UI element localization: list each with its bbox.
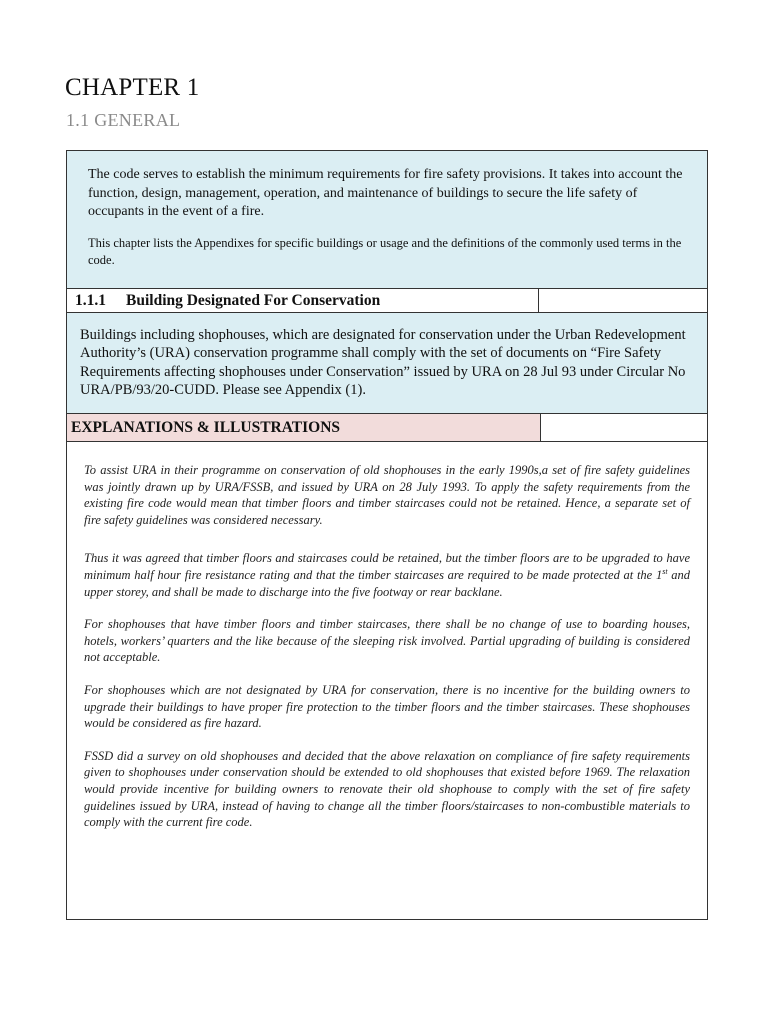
explanation-paragraph: FSSD did a survey on old shophouses and decided that the above relaxation on compliance of fire safety requirements given to shophouses under conservation should be extended to old shophouses that existed before 1969. The relaxation would provide incentive for building owners to renovate their old shophouse to comply with the set of fire safety guidelines issued by URA, instead of having to change all the timber floors/staircases to non-combustible materials to comply with the current fire code. <box>84 748 690 830</box>
section-title: 1.1 GENERAL <box>66 110 181 130</box>
explanation-paragraph: To assist URA in their programme on conservation of old shophouses in the early 1990s,a set of fire safety guidelines was jointly drawn up by URA/FSSB, and issued by URA on 28 July 1993. To apply the safety requirements from the existing fire code would mean that timber floors and timber staircases could not be retained. Hence, a separate set of fire safety guidelines was considered necessary. <box>84 463 690 527</box>
subsection-heading <box>67 289 539 312</box>
content-frame <box>66 150 708 920</box>
chapter-title: CHAPTER 1 <box>65 74 200 101</box>
intro-box <box>67 151 707 289</box>
subsection-number: 1.1.1 <box>75 292 106 309</box>
explanation-text: Thus it was agreed that timber floors and staircases could be retained, but the timber floors are to be upgraded to have minimum half hour fire resistance rating and that the timber staircases are required to be made protected at the 1 <box>84 551 690 582</box>
superscript-st: st <box>662 566 668 576</box>
subsection-title: Building Designated For Conservation <box>126 292 381 309</box>
explanation-paragraph <box>84 550 690 600</box>
subsection-body: Buildings including shophouses, which are designated for conservation under the Urban Redevelopment Authority’s (URA) conservation programme shall comply with the set of documents on “Fire Safety Requirements affecting shophouses under Conservation” issued by URA on 28 Jul 93 under Circular No URA/PB/93/20-CUDD. Please see Appendix (1). <box>67 313 707 414</box>
explanations-header-row <box>67 414 707 442</box>
explanation-paragraph: For shophouses which are not designated by URA for conservation, there is no incentive for the building owners to upgrade their buildings to have proper fire protection to the timber floors and the timber staircases. These shophouses would be considered as fire hazard. <box>84 682 690 731</box>
explanations-body <box>84 462 690 847</box>
intro-paragraph: This chapter lists the Appendixes for specific buildings or usage and the definitions of the commonly used terms in the code. <box>88 235 682 267</box>
explanation-text: and upper storey, and shall be made to discharge into the five footway or rear backlane. <box>84 567 691 599</box>
explanation-paragraph: For shophouses that have timber floors and timber staircases, there shall be no change of use to boarding houses, hotels, workers’ quarters and the like because of the sleeping risk involved. Partial upgrading of building is considered not acceptable. <box>84 617 690 665</box>
explanations-heading: EXPLANATIONS & ILLUSTRATIONS <box>67 414 541 441</box>
subsection-header-row <box>67 289 707 313</box>
intro-paragraph: The code serves to establish the minimum requirements for fire safety provisions. It takes into account the function, design, management, operation, and maintenance of buildings to secure the life safety of occupants in the event of a fire. <box>88 167 683 219</box>
